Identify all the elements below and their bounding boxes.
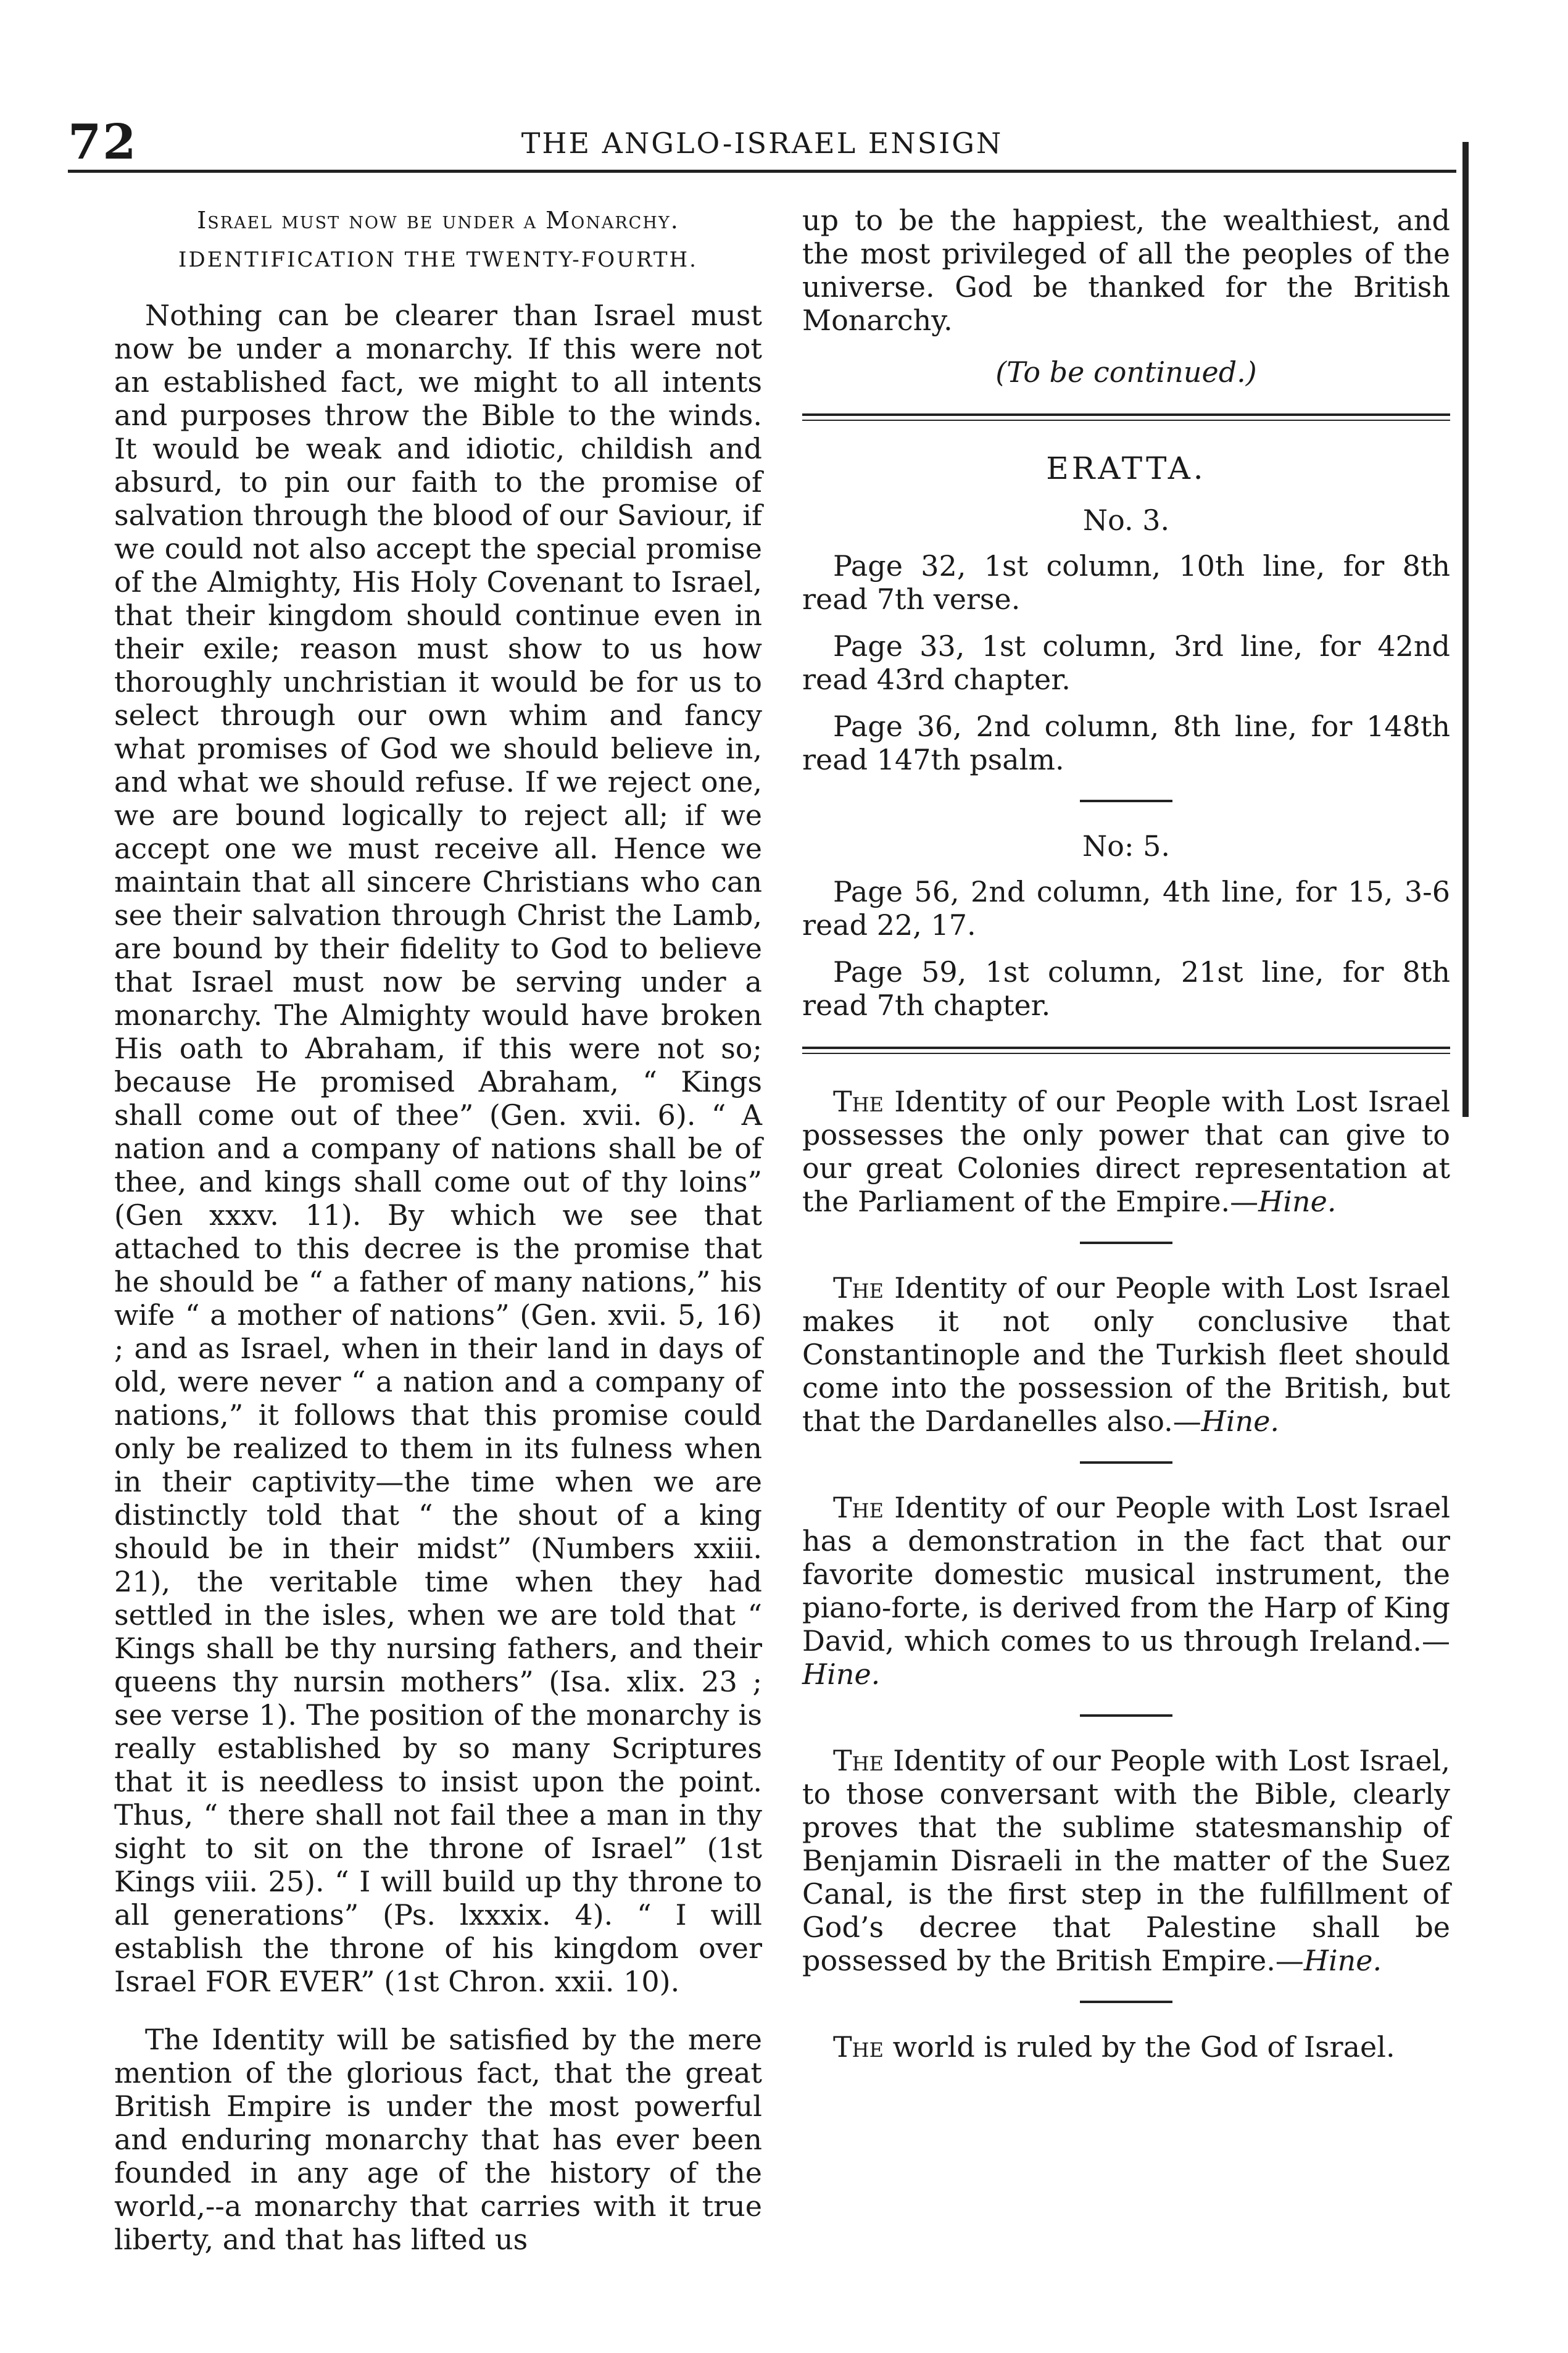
note-paragraph (802, 1744, 1450, 1977)
erratum-item: Page 32, 1st column, 10th line, for 8th read 7th verse. (802, 549, 1450, 616)
note-lead: The (833, 1744, 884, 1777)
note-author: Hine. (1303, 1944, 1382, 1977)
note-author: Hine. (1258, 1185, 1337, 1218)
right-column (802, 204, 1450, 2077)
article-title: Israel must now be under a Monarchy. (197, 207, 679, 234)
divider (1080, 2001, 1172, 2003)
note-text: Identity of our People with Lost Israel, to those conversant with the Bible, clearly proves that the sublime statesmanship of Benjamin Disraeli in the matter of the Suez Canal, is the first step in the fulfillment of God’s decree that Palestine shall be possessed by the British Empire.— (802, 1744, 1450, 1977)
page-header (68, 114, 1456, 173)
running-title: THE ANGLO-ISRAEL ENSIGN (521, 127, 1003, 160)
errata-group-label: No: 5. (1082, 829, 1170, 863)
divider (1080, 1461, 1172, 1464)
section-divider (802, 413, 1450, 421)
divider (1080, 1714, 1172, 1717)
page-number: 72 (68, 114, 138, 170)
divider (1080, 800, 1172, 802)
note-text: Identity of our People with Lost Israel has a demonstration in the fact that our favorite domestic musical instrument, the piano-forte, is derived from the Harp of King David, which comes to us through Ireland.— (802, 1491, 1450, 1658)
note-text: Identity of our People with Lost Israel makes it not only conclusive that Constantinople and the Turkish fleet should come into the possession of the British, but that the Dardanelles also.— (802, 1271, 1450, 1438)
errata-group-label: No. 3. (1082, 504, 1170, 537)
note-lead: The (833, 1271, 884, 1305)
erratum-item: Page 33, 1st column, 3rd line, for 42nd read 43rd chapter. (802, 629, 1450, 696)
to-be-continued: (To be continued.) (995, 355, 1257, 389)
article-subtitle: IDENTIFICATION THE TWENTY-FOURTH. (178, 247, 698, 272)
article-continuation: up to be the happiest, the wealthiest, and the most privileged of all the peoples of the universe. God be thanked for the British Monarchy. (802, 204, 1450, 337)
closing-lead: The (833, 2030, 884, 2064)
note-author: Hine. (802, 1658, 881, 1691)
column-edge-rule (1462, 142, 1469, 1117)
errata-heading: ERATTA. (1046, 450, 1206, 486)
article-paragraph-2: The Identity will be satisfied by the mere mention of the glorious fact, that the great British Empire is under the most powerful and enduring monarchy that has ever been founded in any age of the history of the world,--a monarchy that carries with it true liberty, and that has lifted us (114, 2023, 762, 2256)
note-paragraph (802, 1085, 1450, 1218)
erratum-item: Page 36, 2nd column, 8th line, for 148th read 147th psalm. (802, 710, 1450, 776)
erratum-item: Page 56, 2nd column, 4th line, for 15, 3-6 read 22, 17. (802, 875, 1450, 942)
closing-text: world is ruled by the God of Israel. (883, 2030, 1395, 2064)
note-lead: The (833, 1491, 884, 1524)
left-column (114, 204, 762, 2270)
note-text: Identity of our People with Lost Israel possesses the only power that can give to our great Colonies direct representation at the Parliament of the Empire.— (802, 1085, 1450, 1218)
closing-line (802, 2030, 1450, 2064)
note-paragraph (802, 1491, 1450, 1691)
divider (1080, 1242, 1172, 1244)
section-divider (802, 1047, 1450, 1054)
note-paragraph (802, 1271, 1450, 1438)
note-author: Hine. (1201, 1405, 1280, 1438)
article-paragraph-1: Nothing can be clearer than Israel must now be under a monarchy. If this were not an established fact, we might to all intents and purposes throw the Bible to the winds. It would be weak and idiotic, childish and absurd, to pin our faith to the promise of salvation through the blood of our Saviour, if we could not also accept the special promise of the Almighty, His Holy Covenant to Israel, that their kingdom should continue even in their exile; reason must show to us how thoroughly unchristian it would be for us to select through our own whim and fancy what promises of God we should believe in, and what we should refuse. If we reject one, we are bound logically to reject all; if we accept one we must receive all. Hence we maintain that all sincere Christians who can see their salvation through Christ the Lamb, are bound by their fidelity to God to believe that Israel must now be serving under a monarchy. The Almighty would have broken His oath to Abraham, if this were not so; because He promised Abraham, “ Kings shall come out of thee” (Gen. xvii. 6). “ A nation and a company of nations shall be of thee, and kings shall come out of thy loins” (Gen xxxv. 11). By which we see that attached to this decree is the promise that he should be “ a father of many nations,” his wife “ a mother of nations” (Gen. xvii. 5, 16) ; and as Israel, when in their land in days of old, were never “ a nation and a company of nations,” it follows that this promise could only be realized to them in its fulness when in their captivity—the time when we are distinctly told that “ the shout of a king should be in their midst” (Numbers xxiii. 21), the veritable time when they had settled in the isles, when we are told that “ Kings shall be thy nursing fathers, and their queens thy nursin mothers” (Isa. xlix. 23 ; see verse 1). The position of the monarchy is really established by so many Scriptures that it is needless to insist upon the point. Thus, “ there shall not fail thee a man in thy sight to sit on the throne of Israel” (1st Kings viii. 25). “ I will build up thy throne to all generations” (Ps. lxxxix. 4). “ I will establish the throne of his kingdom over Israel FOR EVER” (1st Chron. xxii. 10). (114, 299, 762, 1998)
note-lead: The (833, 1085, 884, 1118)
erratum-item: Page 59, 1st column, 21st line, for 8th read 7th chapter. (802, 955, 1450, 1022)
